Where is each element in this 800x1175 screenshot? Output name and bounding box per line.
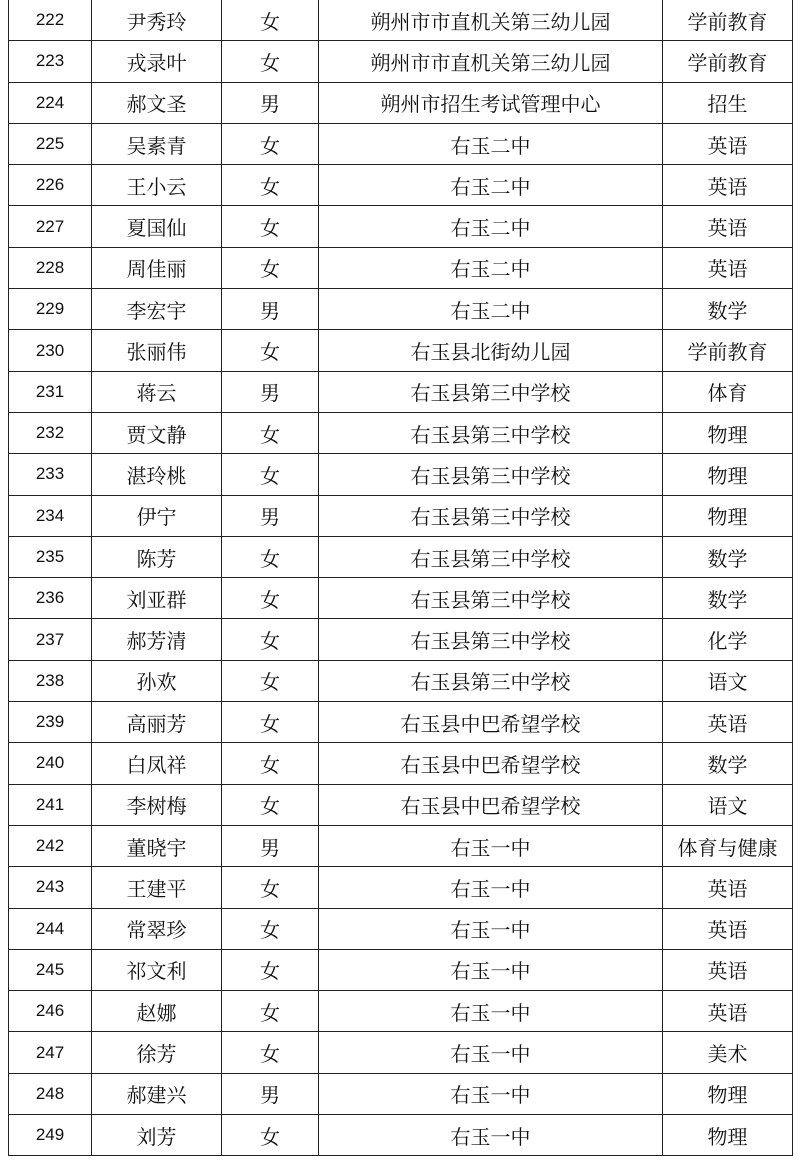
- table-row: [9, 825, 793, 866]
- row-number: 231: [9, 371, 92, 412]
- school-name: 右玉二中: [319, 165, 663, 206]
- gender: 女: [222, 867, 319, 908]
- table-row: [9, 412, 793, 453]
- subject: 学前教育: [663, 41, 793, 82]
- person-name: 郝文圣: [92, 82, 222, 123]
- subject: 物理: [663, 1073, 793, 1114]
- table-row: [9, 536, 793, 577]
- row-number: 245: [9, 949, 92, 990]
- table-row: [9, 123, 793, 164]
- subject: 体育: [663, 371, 793, 412]
- subject: 英语: [663, 702, 793, 743]
- row-number: 238: [9, 660, 92, 701]
- person-name: 戎录叶: [92, 41, 222, 82]
- subject: 英语: [663, 949, 793, 990]
- school-name: 右玉县第三中学校: [319, 536, 663, 577]
- person-name: 李树梅: [92, 784, 222, 825]
- row-number: 224: [9, 82, 92, 123]
- gender: 男: [222, 371, 319, 412]
- row-number: 246: [9, 991, 92, 1032]
- subject: 学前教育: [663, 0, 793, 41]
- person-name: 湛玲桃: [92, 454, 222, 495]
- school-name: 右玉一中: [319, 867, 663, 908]
- gender: 女: [222, 330, 319, 371]
- person-name: 陈芳: [92, 536, 222, 577]
- row-number: 232: [9, 412, 92, 453]
- gender: 男: [222, 82, 319, 123]
- row-number: 240: [9, 743, 92, 784]
- person-name: 贾文静: [92, 412, 222, 453]
- row-number: 228: [9, 247, 92, 288]
- row-number: 249: [9, 1115, 92, 1156]
- subject: 英语: [663, 165, 793, 206]
- gender: 女: [222, 660, 319, 701]
- subject: 数学: [663, 578, 793, 619]
- table-row: [9, 743, 793, 784]
- row-number: 241: [9, 784, 92, 825]
- table-row: [9, 1073, 793, 1114]
- person-name: 董晓宇: [92, 825, 222, 866]
- person-name: 郝建兴: [92, 1073, 222, 1114]
- row-number: 235: [9, 536, 92, 577]
- gender: 女: [222, 454, 319, 495]
- person-name: 郝芳清: [92, 619, 222, 660]
- row-number: 229: [9, 289, 92, 330]
- row-number: 222: [9, 0, 92, 41]
- school-name: 右玉县中巴希望学校: [319, 743, 663, 784]
- table-row: [9, 784, 793, 825]
- subject: 招生: [663, 82, 793, 123]
- person-name: 常翠珍: [92, 908, 222, 949]
- subject: 英语: [663, 908, 793, 949]
- person-name: 张丽伟: [92, 330, 222, 371]
- row-number: 233: [9, 454, 92, 495]
- row-number: 226: [9, 165, 92, 206]
- school-name: 右玉二中: [319, 123, 663, 164]
- person-name: 孙欢: [92, 660, 222, 701]
- school-name: 右玉县第三中学校: [319, 454, 663, 495]
- gender: 男: [222, 289, 319, 330]
- person-name: 夏国仙: [92, 206, 222, 247]
- gender: 女: [222, 991, 319, 1032]
- gender: 女: [222, 412, 319, 453]
- row-number: 243: [9, 867, 92, 908]
- subject: 语文: [663, 660, 793, 701]
- person-name: 周佳丽: [92, 247, 222, 288]
- school-name: 右玉县第三中学校: [319, 495, 663, 536]
- person-name: 赵娜: [92, 991, 222, 1032]
- person-name: 伊宁: [92, 495, 222, 536]
- table-row: [9, 247, 793, 288]
- table-row: [9, 867, 793, 908]
- table-row: [9, 0, 793, 41]
- person-name: 高丽芳: [92, 702, 222, 743]
- table-row: [9, 495, 793, 536]
- school-name: 右玉县中巴希望学校: [319, 784, 663, 825]
- gender: 女: [222, 0, 319, 41]
- school-name: 朔州市市直机关第三幼儿园: [319, 41, 663, 82]
- gender: 女: [222, 1115, 319, 1156]
- school-name: 右玉一中: [319, 991, 663, 1032]
- person-name: 尹秀玲: [92, 0, 222, 41]
- table-row: [9, 908, 793, 949]
- school-name: 右玉二中: [319, 289, 663, 330]
- row-number: 248: [9, 1073, 92, 1114]
- table-row: [9, 206, 793, 247]
- subject: 物理: [663, 495, 793, 536]
- gender: 女: [222, 702, 319, 743]
- table-row: [9, 949, 793, 990]
- gender: 女: [222, 784, 319, 825]
- school-name: 右玉一中: [319, 1073, 663, 1114]
- school-name: 右玉县第三中学校: [319, 412, 663, 453]
- school-name: 右玉二中: [319, 247, 663, 288]
- gender: 女: [222, 578, 319, 619]
- person-name: 王小云: [92, 165, 222, 206]
- subject: 语文: [663, 784, 793, 825]
- table-row: [9, 289, 793, 330]
- subject: 数学: [663, 536, 793, 577]
- row-number: 247: [9, 1032, 92, 1073]
- school-name: 右玉县第三中学校: [319, 578, 663, 619]
- subject: 体育与健康: [663, 825, 793, 866]
- row-number: 234: [9, 495, 92, 536]
- subject: 数学: [663, 289, 793, 330]
- gender: 男: [222, 1073, 319, 1114]
- row-number: 244: [9, 908, 92, 949]
- school-name: 右玉一中: [319, 949, 663, 990]
- subject: 英语: [663, 867, 793, 908]
- school-name: 朔州市招生考试管理中心: [319, 82, 663, 123]
- subject: 学前教育: [663, 330, 793, 371]
- gender: 女: [222, 743, 319, 784]
- table-row: [9, 330, 793, 371]
- table-row: [9, 702, 793, 743]
- table-row: [9, 41, 793, 82]
- row-number: 236: [9, 578, 92, 619]
- subject: 英语: [663, 991, 793, 1032]
- gender: 女: [222, 619, 319, 660]
- row-number: 242: [9, 825, 92, 866]
- subject: 物理: [663, 1115, 793, 1156]
- gender: 女: [222, 949, 319, 990]
- school-name: 右玉县北街幼儿园: [319, 330, 663, 371]
- table-row: [9, 619, 793, 660]
- gender: 女: [222, 908, 319, 949]
- person-name: 蒋云: [92, 371, 222, 412]
- subject: 英语: [663, 123, 793, 164]
- table-row: [9, 82, 793, 123]
- table-row: [9, 454, 793, 495]
- row-number: 225: [9, 123, 92, 164]
- subject: 数学: [663, 743, 793, 784]
- gender: 女: [222, 247, 319, 288]
- person-name: 祁文利: [92, 949, 222, 990]
- person-name: 徐芳: [92, 1032, 222, 1073]
- roster-table: [8, 0, 793, 1156]
- school-name: 右玉县第三中学校: [319, 660, 663, 701]
- gender: 女: [222, 41, 319, 82]
- table-row: [9, 165, 793, 206]
- person-name: 吴素青: [92, 123, 222, 164]
- subject: 美术: [663, 1032, 793, 1073]
- table-row: [9, 578, 793, 619]
- gender: 男: [222, 825, 319, 866]
- school-name: 右玉一中: [319, 1115, 663, 1156]
- person-name: 李宏宇: [92, 289, 222, 330]
- table-row: [9, 660, 793, 701]
- row-number: 237: [9, 619, 92, 660]
- subject: 物理: [663, 454, 793, 495]
- row-number: 223: [9, 41, 92, 82]
- roster-table-body: [9, 0, 793, 1156]
- table-row: [9, 371, 793, 412]
- table-row: [9, 1032, 793, 1073]
- school-name: 朔州市市直机关第三幼儿园: [319, 0, 663, 41]
- school-name: 右玉一中: [319, 825, 663, 866]
- gender: 女: [222, 536, 319, 577]
- gender: 女: [222, 123, 319, 164]
- person-name: 王建平: [92, 867, 222, 908]
- school-name: 右玉二中: [319, 206, 663, 247]
- school-name: 右玉一中: [319, 908, 663, 949]
- school-name: 右玉县中巴希望学校: [319, 702, 663, 743]
- table-row: [9, 1115, 793, 1156]
- person-name: 刘亚群: [92, 578, 222, 619]
- subject: 化学: [663, 619, 793, 660]
- school-name: 右玉县第三中学校: [319, 371, 663, 412]
- subject: 物理: [663, 412, 793, 453]
- table-row: [9, 991, 793, 1032]
- row-number: 230: [9, 330, 92, 371]
- gender: 女: [222, 165, 319, 206]
- school-name: 右玉一中: [319, 1032, 663, 1073]
- school-name: 右玉县第三中学校: [319, 619, 663, 660]
- person-name: 白凤祥: [92, 743, 222, 784]
- row-number: 239: [9, 702, 92, 743]
- gender: 女: [222, 206, 319, 247]
- subject: 英语: [663, 206, 793, 247]
- gender: 女: [222, 1032, 319, 1073]
- subject: 英语: [663, 247, 793, 288]
- person-name: 刘芳: [92, 1115, 222, 1156]
- row-number: 227: [9, 206, 92, 247]
- gender: 男: [222, 495, 319, 536]
